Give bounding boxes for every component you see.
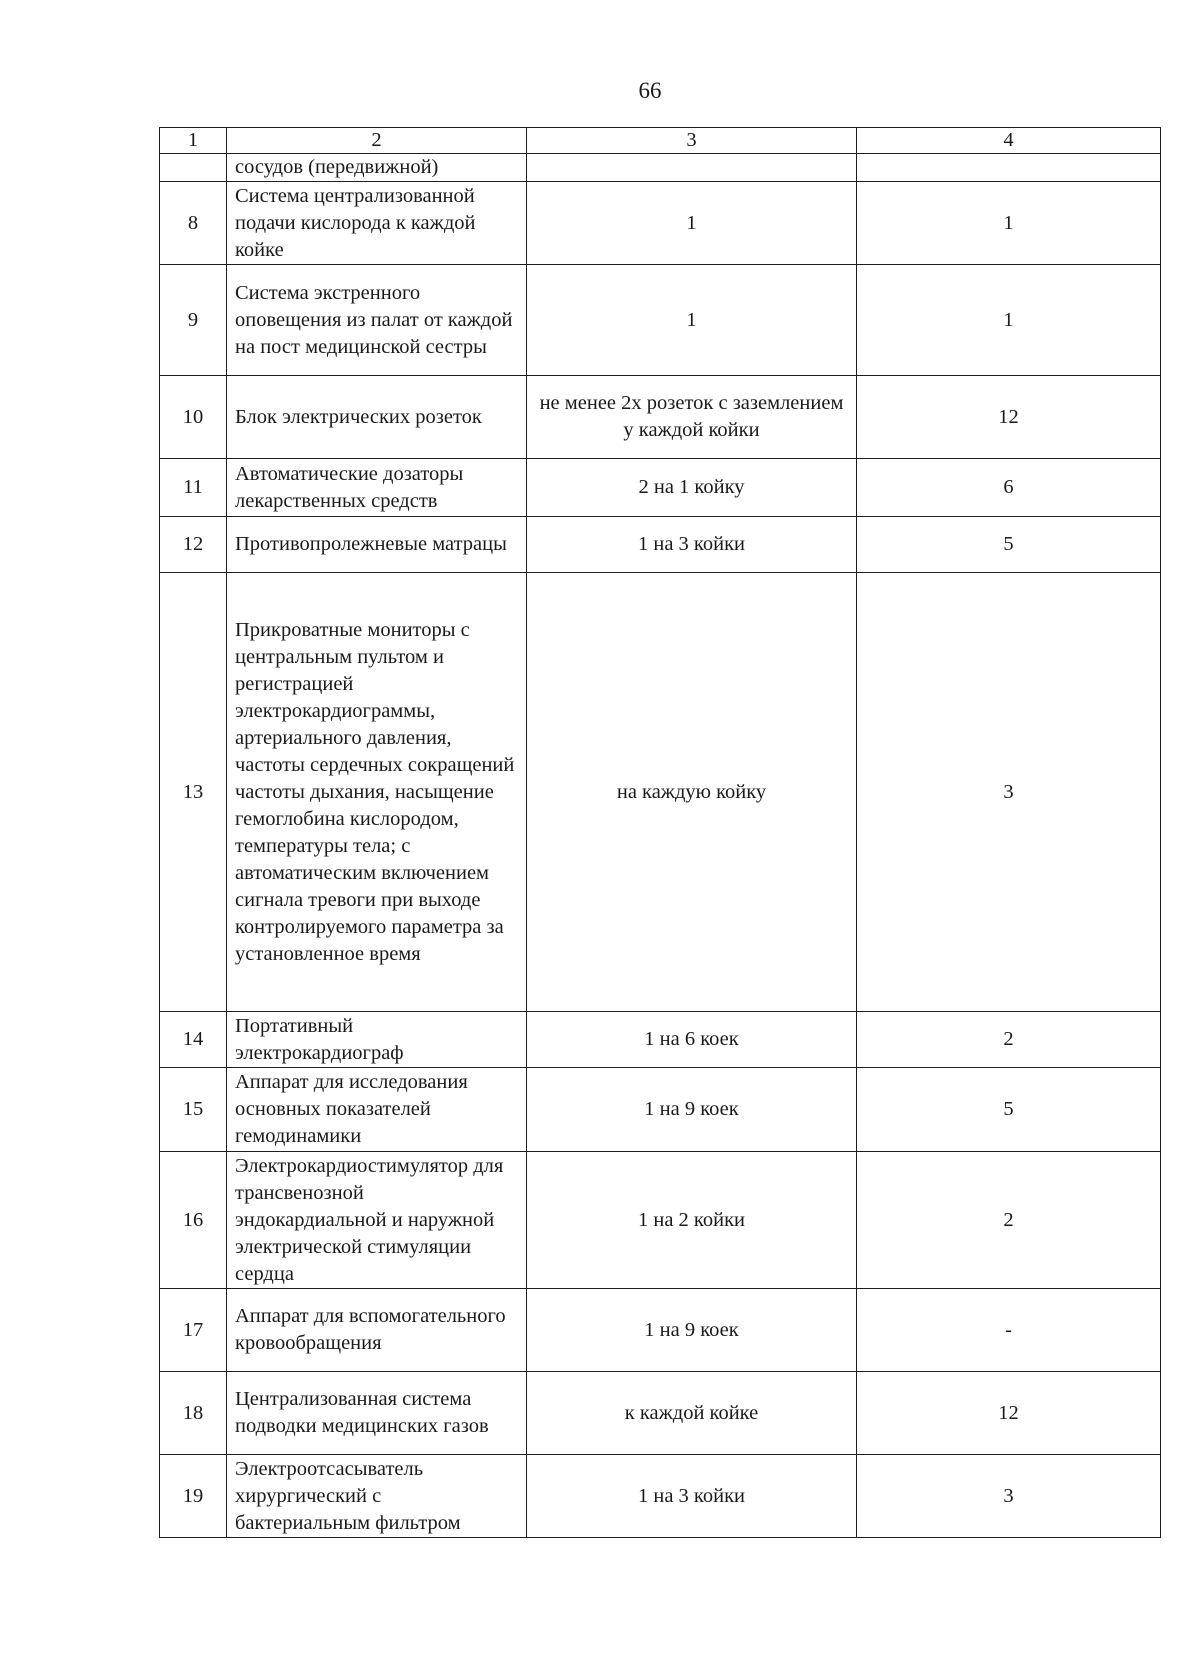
equipment-norm: 2 на 1 койку xyxy=(527,459,857,517)
equipment-quantity: 2 xyxy=(857,1012,1161,1068)
equipment-norm: 1 на 3 койки xyxy=(527,1455,857,1538)
equipment-name: Автоматические дозаторы лекарственных средств xyxy=(227,459,527,517)
equipment-name: Система централизованной подачи кислорода к каждой койке xyxy=(227,182,527,265)
equipment-norm: на каждую койку xyxy=(527,573,857,1012)
table-row xyxy=(160,1372,1161,1455)
table-row xyxy=(160,154,1161,182)
column-header: 1 xyxy=(160,128,227,154)
row-number: 17 xyxy=(160,1289,227,1372)
equipment-norm: 1 xyxy=(527,182,857,265)
equipment-name: Электроотсасыватель хирургический с бактериальным фильтром xyxy=(227,1455,527,1538)
equipment-name: Аппарат для исследования основных показателей гемодинамики xyxy=(227,1068,527,1152)
equipment-norm: 1 на 9 коек xyxy=(527,1068,857,1152)
row-number: 12 xyxy=(160,517,227,573)
equipment-quantity: 5 xyxy=(857,517,1161,573)
equipment-norm: 1 xyxy=(527,265,857,376)
row-number xyxy=(160,154,227,182)
equipment-quantity xyxy=(857,154,1161,182)
table-row xyxy=(160,182,1161,265)
equipment-norm: к каждой койке xyxy=(527,1372,857,1455)
equipment-quantity: 5 xyxy=(857,1068,1161,1152)
row-number: 9 xyxy=(160,265,227,376)
column-header: 3 xyxy=(527,128,857,154)
table-row xyxy=(160,573,1161,1012)
table-row xyxy=(160,1012,1161,1068)
column-header: 4 xyxy=(857,128,1161,154)
table-row xyxy=(160,265,1161,376)
row-number: 18 xyxy=(160,1372,227,1455)
equipment-name: Блок электрических розеток xyxy=(227,376,527,459)
equipment-norm: не менее 2х розеток с заземлением у каждой койки xyxy=(527,376,857,459)
equipment-quantity: 12 xyxy=(857,376,1161,459)
equipment-norm: 1 на 2 койки xyxy=(527,1152,857,1289)
column-header: 2 xyxy=(227,128,527,154)
table-row xyxy=(160,459,1161,517)
equipment-quantity: 12 xyxy=(857,1372,1161,1455)
row-number: 15 xyxy=(160,1068,227,1152)
equipment-table xyxy=(159,127,1161,1538)
equipment-name: Система экстренного оповещения из палат от каждой на пост медицинской сестры xyxy=(227,265,527,376)
equipment-norm xyxy=(527,154,857,182)
equipment-quantity: 1 xyxy=(857,265,1161,376)
equipment-quantity: 6 xyxy=(857,459,1161,517)
table-row xyxy=(160,1289,1161,1372)
table-row xyxy=(160,1068,1161,1152)
row-number: 10 xyxy=(160,376,227,459)
equipment-norm: 1 на 6 коек xyxy=(527,1012,857,1068)
equipment-norm: 1 на 9 коек xyxy=(527,1289,857,1372)
row-number: 16 xyxy=(160,1152,227,1289)
equipment-quantity: 1 xyxy=(857,182,1161,265)
equipment-norm: 1 на 3 койки xyxy=(527,517,857,573)
equipment-quantity: - xyxy=(857,1289,1161,1372)
row-number: 13 xyxy=(160,573,227,1012)
table-row xyxy=(160,1455,1161,1538)
equipment-name: Прикроватные мониторы с центральным пультом и регистрацией электрокардиограммы, артериального давления, частоты сердечных сокращений частоты дыхания, насыщение гемоглобина кислородом, температуры тела; с автоматическим включением сигнала тревоги при выходе контролируемого параметра за установленное время xyxy=(227,573,527,1012)
row-number: 11 xyxy=(160,459,227,517)
row-number: 19 xyxy=(160,1455,227,1538)
equipment-name: Аппарат для вспомогательного кровообращения xyxy=(227,1289,527,1372)
equipment-name: Портативный электрокардиограф xyxy=(227,1012,527,1068)
equipment-quantity: 2 xyxy=(857,1152,1161,1289)
equipment-name: сосудов (передвижной) xyxy=(227,154,527,182)
table-row xyxy=(160,517,1161,573)
equipment-name: Централизованная система подводки медицинских газов xyxy=(227,1372,527,1455)
page-number: 66 xyxy=(638,78,662,103)
table-row xyxy=(160,376,1161,459)
equipment-quantity: 3 xyxy=(857,573,1161,1012)
equipment-quantity: 3 xyxy=(857,1455,1161,1538)
equipment-name: Противопролежневые матрацы xyxy=(227,517,527,573)
table-row xyxy=(160,1152,1161,1289)
row-number: 14 xyxy=(160,1012,227,1068)
row-number: 8 xyxy=(160,182,227,265)
table-header-row xyxy=(160,128,1161,154)
equipment-name: Электрокардиостимулятор для трансвенозной эндокардиальной и наружной электрической стимуляции сердца xyxy=(227,1152,527,1289)
